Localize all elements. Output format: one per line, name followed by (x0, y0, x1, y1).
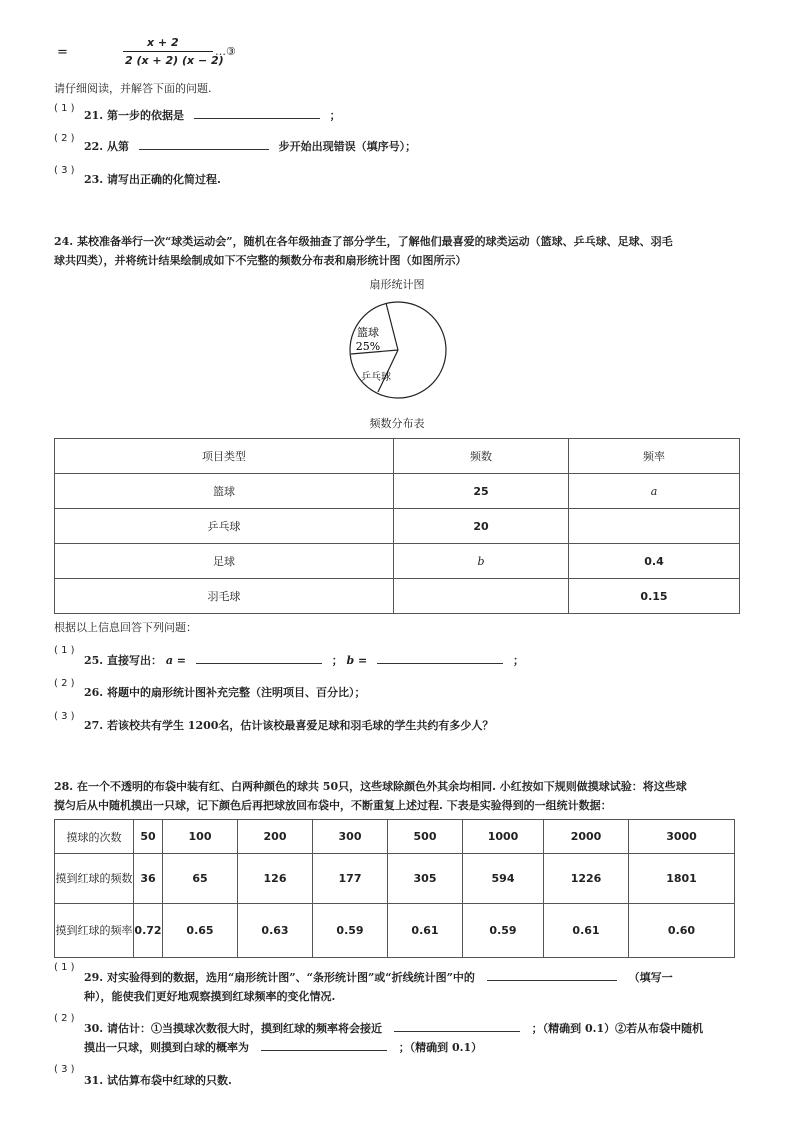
fraction-expression (57, 36, 257, 70)
question-30-line2: 摸出一只球，则摸到白球的概率为 ；（精确到 0.1） (84, 1041, 483, 1054)
table-cell: 20 (394, 509, 569, 544)
table-cell: 足球 (55, 544, 394, 579)
table-row (55, 474, 740, 509)
question-30: 30. 请估计：①当摸球次数很大时，摸到红球的频率将会接近 ；（精确到 0.1）②若从布袋中随机 (84, 1022, 704, 1035)
fraction-numerator: x + 2 (147, 36, 179, 49)
answer-blank[interactable] (394, 1020, 520, 1032)
question-29-line2: 种），能使我们更好地观察摸到红球频率的变化情况. (84, 990, 336, 1003)
table-row-freq (55, 904, 735, 958)
table-row (55, 509, 740, 544)
sub-index: ( 3 ) (54, 1064, 75, 1075)
answer-blank-a[interactable] (196, 652, 322, 664)
table-cell: 3000 (629, 820, 735, 854)
equals-sign: = (57, 45, 68, 60)
question-26: 26. 将题中的扇形统计图补充完整（注明项目、百分比）； (84, 686, 366, 699)
table-cell: 594 (463, 854, 544, 904)
table-cell: 0.59 (313, 904, 388, 958)
sub-index: ( 1 ) (54, 645, 75, 656)
table-cell: 0.72 (134, 904, 163, 958)
question-27: 27. 若该校共有学生 1200名，估计该校最喜爱足球和羽毛球的学生共约有多少人？ (84, 719, 494, 732)
experiment-table (54, 819, 735, 958)
table-cell: a (569, 474, 740, 509)
table-cell: 0.60 (629, 904, 735, 958)
table-cell: 177 (313, 854, 388, 904)
answer-blank[interactable] (139, 138, 269, 150)
question-31: 31. 试估算布袋中红球的只数. (84, 1074, 232, 1087)
sub-index: ( 2 ) (54, 1013, 75, 1024)
table-row-counts (55, 820, 735, 854)
table-cell (394, 579, 569, 614)
answer-blank-b[interactable] (377, 652, 503, 664)
table-cell: 500 (388, 820, 463, 854)
table-cell: 36 (134, 854, 163, 904)
sub-index: ( 3 ) (54, 165, 75, 176)
table-cell: 0.15 (569, 579, 740, 614)
table-cell: 0.61 (388, 904, 463, 958)
table-cell: 126 (238, 854, 313, 904)
table-row (55, 579, 740, 614)
table-cell: 305 (388, 854, 463, 904)
q28-line1: 28. 在一个不透明的布袋中装有红、白两种颜色的球共 50只，这些球除颜色外其余均相同. 小红按如下规则做摸球试验：将这些球 (54, 780, 687, 793)
answer-blank[interactable] (261, 1039, 387, 1051)
table-cell: 300 (313, 820, 388, 854)
table-header-row (55, 439, 740, 474)
table-cell: 0.59 (463, 904, 544, 958)
sub-index: ( 3 ) (54, 711, 75, 722)
table-cell: 1801 (629, 854, 735, 904)
table-cell: 0.4 (569, 544, 740, 579)
table-cell (569, 509, 740, 544)
table-cell: 1000 (463, 820, 544, 854)
table-row (55, 544, 740, 579)
row-label: 摸到红球的频数 (55, 854, 134, 904)
q24-line2: 球共四类），并将统计结果绘制成如下不完整的频数分布表和扇形统计图（如图所示） (54, 254, 467, 267)
question-23: 23. 请写出正确的化简过程. (84, 173, 221, 186)
sub-index: ( 1 ) (54, 103, 75, 114)
table-cell: 50 (134, 820, 163, 854)
answer-blank[interactable] (487, 969, 617, 981)
table-row-red (55, 854, 735, 904)
question-22: 22. 从第 步开始出现错误（填序号）； (84, 140, 417, 153)
frequency-table-title: 频数分布表 (369, 417, 425, 430)
step-marker: …③ (215, 45, 236, 58)
pie-label-basketball-percent: 25% (355, 340, 381, 353)
answer-blank[interactable] (194, 107, 320, 119)
pie-chart (340, 297, 454, 401)
table-cell: 羽毛球 (55, 579, 394, 614)
header-cell: 项目类型 (55, 439, 394, 474)
q28-line2: 搅匀后从中随机摸出一只球，记下颜色后再把球放回布袋中，不断重复上述过程. 下表是实验得到的一组统计数据： (54, 799, 612, 812)
question-25: 25. 直接写出： a = ； b = ； (84, 654, 524, 667)
fraction-bar (123, 51, 213, 52)
pie-label-basketball: 篮球 (357, 326, 379, 339)
question-21: 21. 第一步的依据是 ； (84, 109, 341, 122)
table-cell: 0.65 (163, 904, 238, 958)
q24-follow-text: 根据以上信息回答下列问题： (54, 621, 197, 634)
pie-chart-title: 扇形统计图 (369, 278, 425, 291)
q24-line1: 24. 某校准备举行一次“球类运动会”，随机在各年级抽查了部分学生，了解他们最喜爱的球类运动（篮球、乒乓球、足球、羽毛 (54, 235, 673, 248)
row-label: 摸球的次数 (55, 820, 134, 854)
sub-index: ( 2 ) (54, 678, 75, 689)
table-cell: b (394, 544, 569, 579)
table-cell: 65 (163, 854, 238, 904)
table-cell: 0.63 (238, 904, 313, 958)
table-cell: 200 (238, 820, 313, 854)
frequency-table (54, 438, 740, 614)
table-cell: 1226 (544, 854, 629, 904)
header-cell: 频率 (569, 439, 740, 474)
table-cell: 0.61 (544, 904, 629, 958)
pie-label-pingpong: 乒乓球 (361, 372, 391, 383)
table-cell: 100 (163, 820, 238, 854)
row-label: 摸到红球的频率 (55, 904, 134, 958)
sub-index: ( 2 ) (54, 133, 75, 144)
table-cell: 乒乓球 (55, 509, 394, 544)
question-29: 29. 对实验得到的数据，选用“扇形统计图”、“条形统计图”或“折线统计图”中的 （填写一 (84, 971, 673, 984)
intro-text: 请仔细阅读，并解答下面的问题. (54, 82, 212, 95)
table-cell: 2000 (544, 820, 629, 854)
table-cell: 篮球 (55, 474, 394, 509)
fraction-denominator: 2 (x + 2) (x − 2) (125, 54, 224, 67)
table-cell: 25 (394, 474, 569, 509)
header-cell: 频数 (394, 439, 569, 474)
sub-index: ( 1 ) (54, 962, 75, 973)
